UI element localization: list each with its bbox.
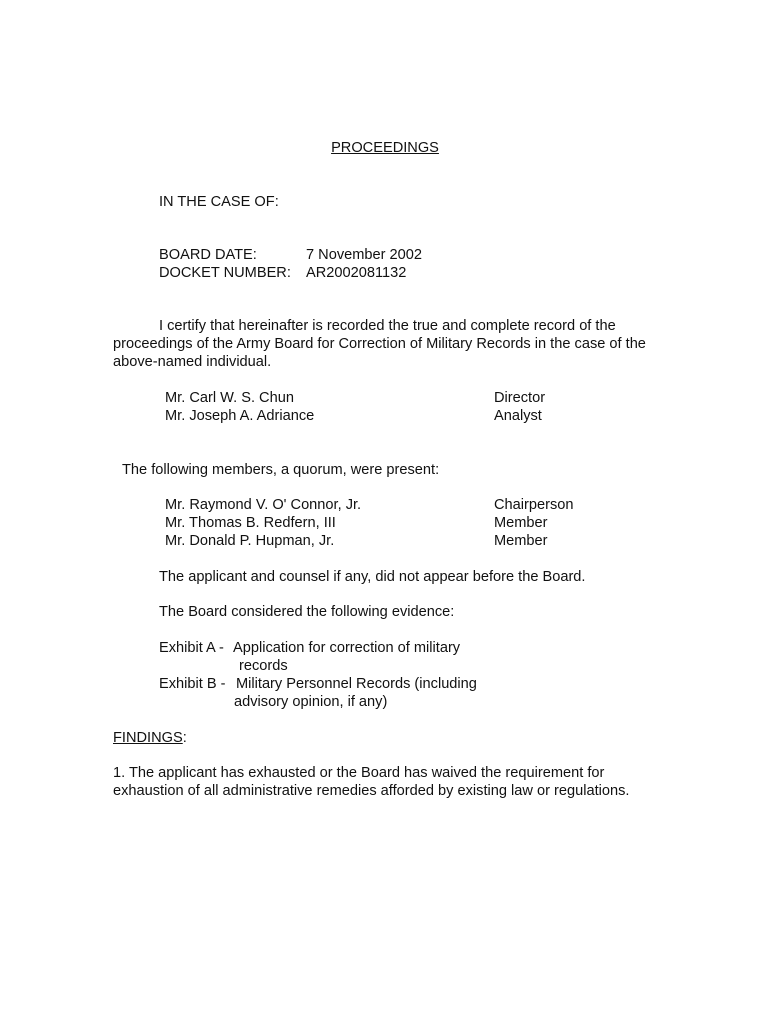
document-title: PROCEEDINGS — [331, 140, 439, 156]
exhibit-description-continued: records — [239, 658, 288, 674]
exhibit-description: Military Personnel Records (including — [236, 676, 477, 692]
finding-paragraph: 1. The applicant has exhausted or the Board has waived the requirement for exhaustion of all administrative remedies afforded by existing law or regulations. — [113, 765, 630, 799]
quorum-statement: The following members, a quorum, were present: — [122, 462, 440, 478]
member-role: Chairperson — [494, 497, 574, 513]
board-date-label: BOARD DATE: — [159, 247, 257, 263]
member-name: Mr. Thomas B. Redfern, III — [165, 515, 336, 531]
staff-name: Mr. Joseph A. Adriance — [165, 408, 315, 424]
case-label: IN THE CASE OF: — [159, 194, 279, 210]
exhibit-label: Exhibit A - — [159, 640, 224, 656]
findings-heading: FINDINGS: — [113, 730, 187, 746]
certification-paragraph: I certify that hereinafter is recorded the true and complete record of the proceedings of the Army Board for Correction of Military Records in the case of the above-named individual. — [113, 318, 646, 370]
member-name: Mr. Raymond V. O' Connor, Jr. — [165, 497, 362, 513]
docket-number-value: AR2002081132 — [306, 265, 407, 281]
docket-number-label: DOCKET NUMBER: — [159, 265, 291, 281]
appearance-statement: The applicant and counsel if any, did not appear before the Board. — [159, 569, 586, 585]
member-name: Mr. Donald P. Hupman, Jr. — [165, 533, 335, 549]
member-role: Member — [494, 533, 548, 549]
board-date-value: 7 November 2002 — [306, 247, 423, 263]
staff-name: Mr. Carl W. S. Chun — [165, 390, 294, 406]
member-role: Member — [494, 515, 548, 531]
staff-role: Analyst — [494, 408, 542, 424]
exhibit-description: Application for correction of military — [233, 640, 461, 656]
exhibit-description-continued: advisory opinion, if any) — [234, 694, 388, 710]
evidence-statement: The Board considered the following evidence: — [159, 604, 455, 620]
exhibit-label: Exhibit B - — [159, 676, 226, 692]
staff-role: Director — [494, 390, 546, 406]
